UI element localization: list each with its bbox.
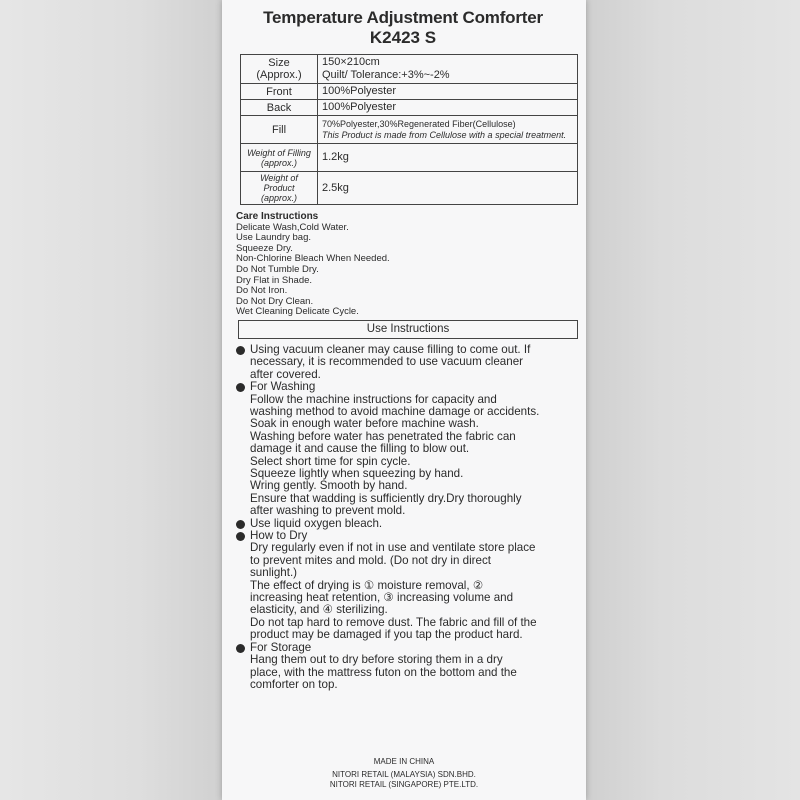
fabric-background-left <box>0 0 230 800</box>
bullet-drying <box>236 530 576 642</box>
list-item: Wet Cleaning Delicate Cycle. <box>236 306 359 318</box>
spec-value-line: This Product is made from Cellulose with a special treatment. <box>322 129 567 140</box>
bullet-line: damage it and cause the filling to blow out. <box>250 442 470 456</box>
list-item: Squeeze Dry. <box>236 242 293 254</box>
bullet-washing <box>236 381 576 517</box>
spec-key: Size (Approx.) <box>241 55 318 84</box>
company-malaysia: NITORI RETAIL (MALAYSIA) SDN.BHD. <box>332 770 476 779</box>
bullet-line: elasticity, and ④ sterilizing. <box>250 603 388 617</box>
list-item: Do Not Iron. <box>236 285 288 297</box>
bullet-line: Hang them out to dry before storing them in a dry <box>250 653 503 667</box>
spec-value <box>318 55 578 84</box>
bullet-line: For Storage <box>250 640 312 654</box>
table-row <box>241 100 578 116</box>
table-row <box>241 172 578 205</box>
bullet-line: Soak in enough water before machine wash. <box>250 417 479 431</box>
list-item: Do Not Tumble Dry. <box>236 263 319 275</box>
fabric-background-right <box>570 0 800 800</box>
model-number: K2423 S <box>369 28 437 47</box>
spec-key: Front <box>241 84 318 100</box>
spec-table <box>240 54 578 205</box>
bullet-line: Follow the machine instructions for capacity and <box>250 392 497 406</box>
bullet-line: Squeeze lightly when squeezing by hand. <box>250 467 464 480</box>
table-row <box>241 116 578 144</box>
bullet-line: The effect of drying is ① moisture removal, ② <box>250 578 484 592</box>
bullet-line: How to Dry <box>250 529 308 543</box>
spec-key: Weight of Product (approx.) <box>241 172 318 205</box>
bullet-line: after washing to prevent mold. <box>250 504 406 518</box>
care-label <box>222 0 586 800</box>
spec-value-line: 150×210cm <box>322 56 380 68</box>
bullet-line: after covered. <box>250 367 321 381</box>
spec-value-line: Quilt/ Tolerance:+3%~-2% <box>322 69 450 81</box>
bullet-line: Using vacuum cleaner may cause filling to come out. If <box>250 342 531 356</box>
bullet-line: to prevent mites and mold. (Do not dry in direct <box>250 553 492 567</box>
bullet-icon <box>236 346 245 355</box>
bullet-line: washing method to avoid machine damage or accidents. <box>250 404 540 418</box>
list-item: Non-Chlorine Bleach When Needed. <box>236 253 390 265</box>
bullet-line: necessary, it is recommended to use vacuum cleaner <box>250 355 524 369</box>
table-row <box>241 55 578 84</box>
bullet-line: product may be damaged if you tap the product hard. <box>250 628 523 642</box>
spec-value-line: 70%Polyester,30%Regenerated Fiber(Cellulose) <box>322 118 516 129</box>
spec-value: 1.2kg <box>318 144 578 172</box>
bullet-icon <box>236 644 245 653</box>
care-heading: Care Instructions <box>236 211 319 222</box>
list-item: Use Laundry bag. <box>236 232 311 244</box>
bullet-line: place, with the mattress futon on the bottom and the <box>250 665 517 679</box>
care-instructions <box>236 212 576 318</box>
spec-value: 100%Polyester <box>318 84 578 100</box>
list-item: Dry Flat in Shade. <box>236 274 313 286</box>
product-title: Temperature Adjustment Comforter <box>263 8 543 27</box>
spec-key: Fill <box>241 116 318 144</box>
bullet-line: Wring gently. Smooth by hand. <box>250 479 408 493</box>
bullet-line: For Washing <box>250 380 316 394</box>
spec-key: Back <box>241 100 318 116</box>
bullet-line: Select short time for spin cycle. <box>250 454 411 468</box>
list-item: Do Not Dry Clean. <box>236 295 314 307</box>
spec-value: 2.5kg <box>318 172 578 205</box>
table-row <box>241 144 578 172</box>
bullet-line: Ensure that wadding is sufficiently dry.Dry thoroughly <box>250 491 522 505</box>
bullet-vacuum <box>236 344 576 381</box>
table-row <box>241 84 578 100</box>
bullet-icon <box>236 532 245 541</box>
bullet-line: increasing heat retention, ③ increasing volume and <box>250 591 514 605</box>
bullet-line: Washing before water has penetrated the fabric can <box>250 429 516 443</box>
spec-value <box>318 116 578 144</box>
bullet-line: Use liquid oxygen bleach. <box>250 516 383 530</box>
bullet-line: Do not tap hard to remove dust. The fabric and fill of the <box>250 615 537 629</box>
use-instructions-heading: Use Instructions <box>238 320 578 339</box>
bullet-storage <box>236 642 576 692</box>
company-singapore: NITORI RETAIL (SINGAPORE) PTE.LTD. <box>329 780 479 789</box>
list-item: Delicate Wash,Cold Water. <box>236 221 349 233</box>
bullet-line: comforter on top. <box>250 677 338 691</box>
use-instructions <box>236 344 576 691</box>
made-in-label: MADE IN CHINA <box>373 757 435 766</box>
bullet-line: sunlight.) <box>250 566 298 580</box>
bullet-icon <box>236 383 245 392</box>
spec-key: Weight of Filling (approx.) <box>241 144 318 172</box>
bullet-line: Dry regularly even if not in use and ventilate store place <box>250 541 536 555</box>
spec-value: 100%Polyester <box>318 100 578 116</box>
bullet-icon <box>236 520 245 529</box>
